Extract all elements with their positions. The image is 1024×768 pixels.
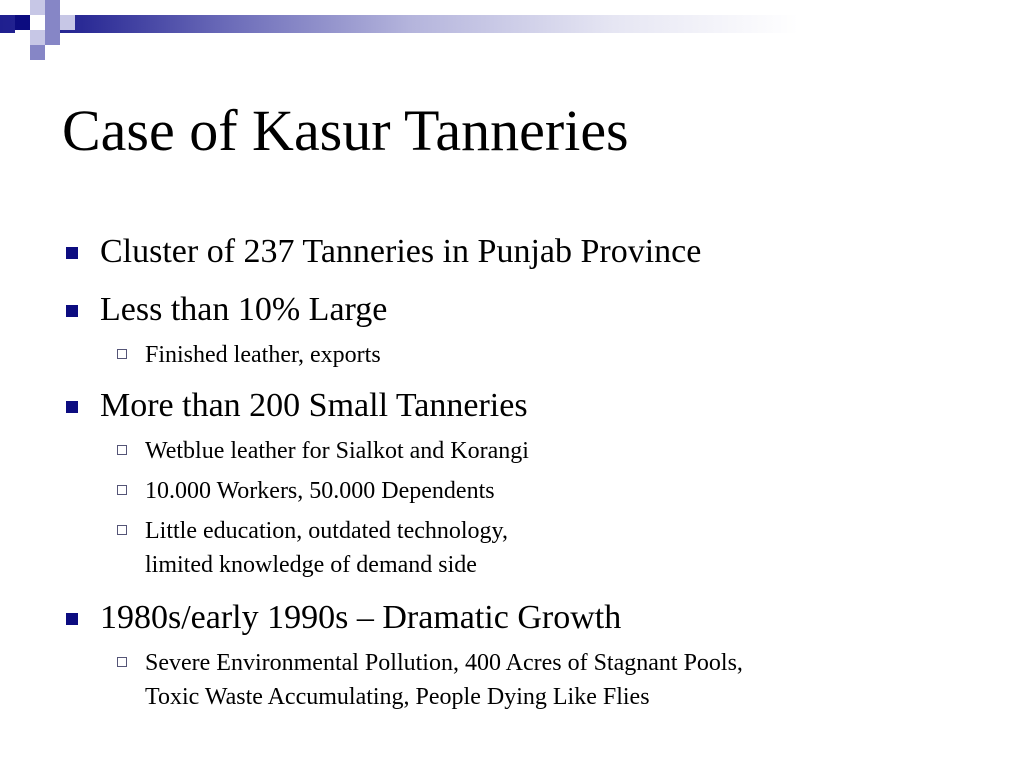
bullet-text: 1980s/early 1990s – Dramatic Growth — [100, 599, 622, 636]
hollow-square-bullet-icon — [117, 485, 127, 495]
sub-bullet-item — [62, 474, 962, 508]
bullet-item — [62, 288, 962, 372]
bullet-item — [62, 596, 962, 714]
square-bullet-icon — [66, 305, 78, 317]
bullet-main — [62, 288, 962, 332]
square-bullet-icon — [66, 247, 78, 259]
slide-title: Case of Kasur Tanneries — [62, 98, 629, 163]
bullet-main — [62, 230, 962, 274]
sub-bullet-item — [62, 338, 962, 372]
sub-bullet-item — [62, 434, 962, 468]
square-bullet-icon — [66, 401, 78, 413]
bullet-text: Less than 10% Large — [100, 291, 388, 328]
sub-bullet-text: Finished leather, exports — [145, 342, 381, 368]
decor-square — [30, 30, 45, 45]
decor-square — [45, 15, 60, 30]
hollow-square-bullet-icon — [117, 525, 127, 535]
hollow-square-bullet-icon — [117, 349, 127, 359]
sub-bullet-text: Toxic Waste Accumulating, People Dying Like Flies — [145, 684, 650, 710]
bullet-list — [62, 230, 962, 714]
sub-bullet-text: 10.000 Workers, 50.000 Dependents — [145, 478, 495, 504]
bullet-text: Cluster of 237 Tanneries in Punjab Province — [100, 233, 702, 270]
hollow-square-bullet-icon — [117, 657, 127, 667]
bullet-text: More than 200 Small Tanneries — [100, 387, 528, 424]
sub-bullet-text: limited knowledge of demand side — [145, 552, 477, 578]
decor-square — [45, 0, 60, 15]
decor-square — [30, 45, 45, 60]
bullet-main — [62, 384, 962, 428]
decor-square — [15, 30, 30, 45]
decor-square — [30, 15, 45, 30]
sub-bullet-item — [62, 646, 962, 714]
square-bullet-icon — [66, 613, 78, 625]
hollow-square-bullet-icon — [117, 445, 127, 455]
header-decoration-band — [0, 15, 1024, 33]
bullet-item — [62, 230, 962, 274]
decor-square — [30, 0, 45, 15]
sub-bullet-text: Severe Environmental Pollution, 400 Acres of Stagnant Pools, — [145, 650, 743, 676]
sub-bullet-text: Wetblue leather for Sialkot and Korangi — [145, 438, 529, 464]
decor-square — [15, 15, 30, 30]
bullet-main — [62, 596, 962, 640]
decor-square — [60, 15, 75, 30]
decor-square — [45, 30, 60, 45]
sub-bullet-text: Little education, outdated technology, — [145, 518, 508, 544]
sub-bullet-item — [62, 514, 962, 582]
bullet-item — [62, 384, 962, 582]
